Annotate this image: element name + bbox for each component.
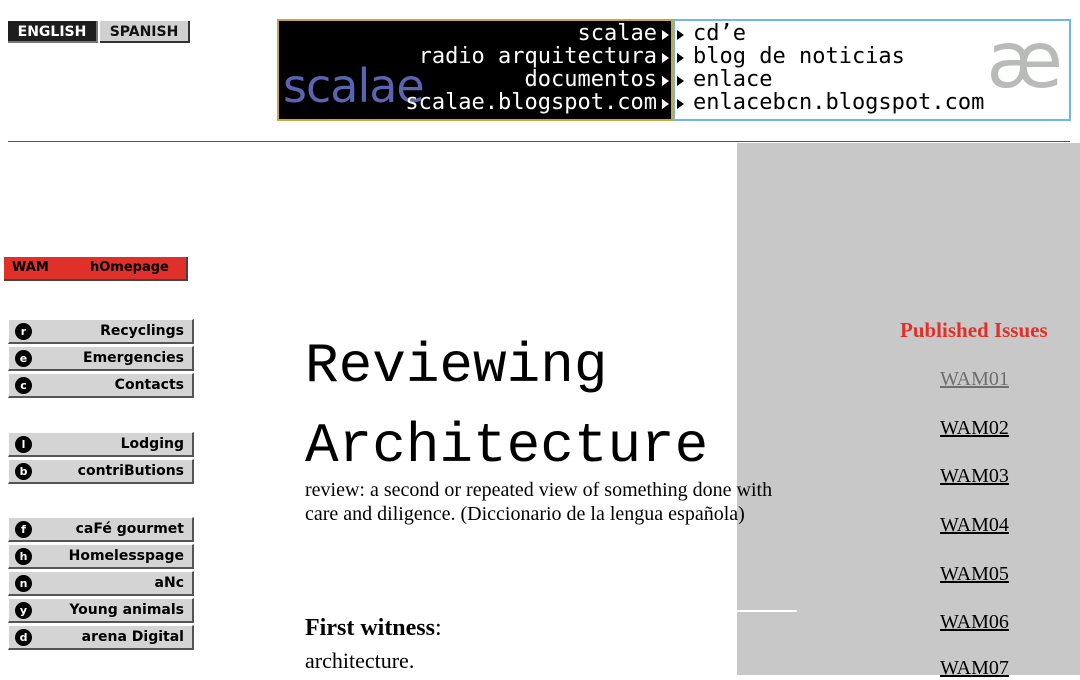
scalae-blog-link[interactable]: scalae.blogspot.com — [405, 90, 657, 115]
cde-link[interactable]: cd’e — [693, 21, 746, 46]
published-issues-heading: Published Issues — [900, 318, 1048, 342]
circle-letter-icon: h — [15, 548, 32, 565]
homepage-label: hOmepage — [90, 260, 169, 275]
nav-recyclings[interactable] — [8, 319, 194, 344]
partner-banner — [277, 16, 1071, 121]
definition-text: review: a second or repeated view of something done with care and diligence. (Diccionario de la lengua española) — [305, 479, 773, 525]
radio-arquitectura-link[interactable]: radio arquitectura — [418, 44, 657, 69]
right-gray-panel — [737, 143, 1080, 675]
circle-letter-icon: r — [15, 323, 32, 340]
witness-colon: : — [434, 615, 442, 641]
arrow-right-icon — [662, 76, 669, 86]
issue-link-wam05[interactable]: WAM05 — [940, 563, 1009, 585]
title-line-1: Reviewing — [305, 334, 608, 398]
issue-link-wam07[interactable]: WAM07 — [940, 657, 1009, 679]
circle-letter-icon: l — [15, 436, 32, 453]
enlacebcn-blog-link[interactable]: enlacebcn.blogspot.com — [693, 90, 985, 115]
issue-link-wam02[interactable]: WAM02 — [940, 417, 1009, 439]
nav-label: arena Digital — [81, 629, 184, 645]
circle-letter-icon: d — [15, 629, 32, 646]
nav-contributions[interactable] — [8, 459, 194, 484]
blog-noticias-link[interactable]: blog de noticias — [693, 44, 905, 69]
nav-homelesspage[interactable] — [8, 544, 194, 569]
arrow-right-icon — [662, 99, 669, 109]
circle-letter-icon: f — [15, 521, 32, 538]
nav-label: Young animals — [69, 602, 184, 618]
title-line-2: Architecture — [305, 414, 709, 478]
nav-young-animals[interactable] — [8, 598, 194, 623]
nav-arena-digital[interactable] — [8, 625, 194, 650]
nav-label: Emergencies — [83, 350, 184, 366]
arrow-right-icon — [677, 53, 684, 63]
circle-letter-icon: n — [15, 575, 32, 592]
nav-label: Lodging — [120, 436, 184, 452]
scalae-link[interactable]: scalae — [577, 21, 657, 46]
spanish-button[interactable]: SPANISH — [100, 21, 190, 43]
page-title — [305, 326, 708, 486]
nav-label: contriButions — [77, 463, 184, 479]
nav-label: Homelesspage — [68, 548, 184, 564]
circle-letter-icon: e — [15, 350, 32, 367]
nav-label: Contacts — [114, 377, 184, 393]
circle-letter-icon: c — [15, 377, 32, 394]
nav-contacts[interactable] — [8, 373, 194, 398]
nav-cafe-gourmet[interactable] — [8, 517, 194, 542]
issue-link-wam03[interactable]: WAM03 — [940, 465, 1009, 487]
arrow-right-icon — [662, 53, 669, 63]
enlace-banner-link[interactable] — [673, 16, 1071, 121]
decorative-rule — [737, 610, 797, 612]
nav-label: caFé gourmet — [75, 521, 184, 537]
scalae-banner-link[interactable] — [277, 19, 673, 121]
english-button[interactable]: ENGLISH — [8, 21, 98, 43]
issue-link-wam06[interactable]: WAM06 — [940, 611, 1009, 633]
issue-link-wam01[interactable]: WAM01 — [940, 368, 1009, 390]
witness-text: architecture. — [305, 648, 415, 673]
witness-heading — [305, 615, 442, 642]
nav-label: aNc — [154, 575, 184, 591]
arrow-right-icon — [662, 30, 669, 40]
horizontal-divider — [8, 141, 1070, 142]
wam-label: WAM — [12, 260, 49, 275]
witness-label: First witness — [305, 615, 435, 641]
nav-emergencies[interactable] — [8, 346, 194, 371]
enlace-link[interactable]: enlace — [693, 67, 773, 92]
nav-lodging[interactable] — [8, 432, 194, 457]
circle-letter-icon: y — [15, 602, 32, 619]
ae-logo: æ — [986, 16, 1063, 106]
circle-letter-icon: b — [15, 463, 32, 480]
arrow-right-icon — [677, 30, 684, 40]
wam-homepage-button[interactable] — [4, 257, 188, 281]
scalae-logo: scalae — [283, 59, 424, 113]
issue-link-wam04[interactable]: WAM04 — [940, 514, 1009, 536]
arrow-right-icon — [677, 76, 684, 86]
nav-label: Recyclings — [100, 323, 184, 339]
arrow-right-icon — [677, 99, 684, 109]
documentos-link[interactable]: documentos — [524, 67, 657, 92]
nav-anc[interactable] — [8, 571, 194, 596]
